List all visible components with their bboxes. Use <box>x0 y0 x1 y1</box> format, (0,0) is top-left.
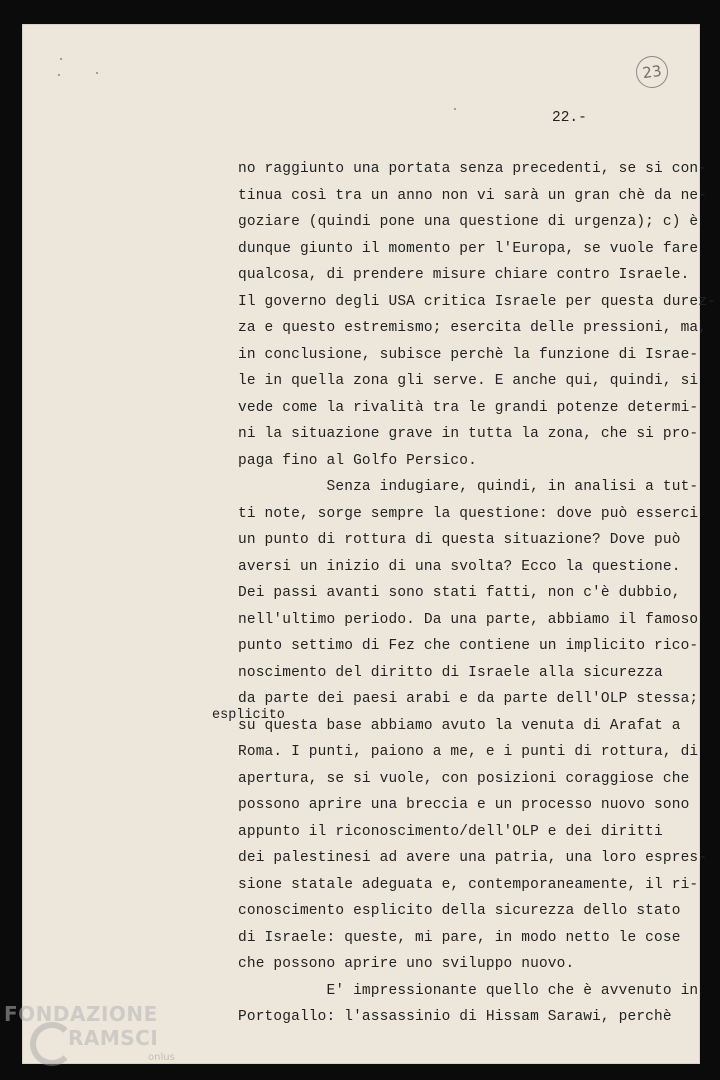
text-line: che possono aprire uno sviluppo nuovo. <box>238 956 575 972</box>
text-line: in conclusione, subisce perchè la funzione di Israe- <box>238 346 699 363</box>
text-line: appunto il riconoscimento/dell'OLP e dei diritti <box>238 823 663 840</box>
text-line: di Israele: queste, mi pare, in modo netto le cose <box>238 929 681 946</box>
page-number: 22.- <box>552 110 587 126</box>
text-line: dei palestinesi ad avere una patria, una loro espres- <box>238 850 708 866</box>
text-line: E' impressionante quello che è avvenuto in <box>238 982 699 999</box>
watermark-suffix: onlus <box>148 1052 175 1063</box>
text-line: Roma. I punti, paiono a me, e i punti di rottura, di <box>238 744 699 760</box>
paper-speck <box>96 72 98 74</box>
document-body <box>238 156 716 1031</box>
paper-speck <box>454 108 456 110</box>
text-line: no raggiunto una portata senza precedenti, se si con- <box>238 161 708 177</box>
interlinear-insert: esplicito <box>212 708 285 723</box>
document-page <box>22 24 716 1064</box>
watermark-text-line1: FONDAZIONE <box>4 1002 158 1026</box>
text-line: dunque giunto il momento per l'Europa, se vuole fare <box>238 240 699 257</box>
text-line: Il governo degli USA critica Israele per questa durez- <box>238 293 716 310</box>
text-line: punto settimo di Fez che contiene un implicito rico- <box>238 638 699 654</box>
watermark-text-line2: RAMSCI <box>68 1026 159 1050</box>
text-line: Senza indugiare, quindi, in analisi a tut- <box>238 479 699 495</box>
text-line: sione statale adeguata e, contemporaneamente, il ri- <box>238 876 699 893</box>
text-line: un punto di rottura di questa situazione? Dove può <box>238 532 681 548</box>
text-line: aversi un inizio di una svolta? Ecco la questione. <box>238 558 681 575</box>
paper-speck <box>60 58 62 60</box>
text-line: su questa base abbiamo avuto la venuta di Arafat a <box>238 717 681 734</box>
text-line: noscimento del diritto di Israele alla sicurezza <box>238 664 663 681</box>
text-line: Portogallo: l'assassinio di Hissam Sarawi, perchè <box>238 1009 672 1025</box>
text-line: paga fino al Golfo Persico. <box>238 452 477 469</box>
archive-watermark-logo <box>4 1000 194 1078</box>
paper-speck <box>58 74 60 76</box>
text-line: nell'ultimo periodo. Da una parte, abbiamo il famoso <box>238 611 699 628</box>
archive-stamp: 23 <box>634 54 670 90</box>
text-line: ti note, sorge sempre la questione: dove può esserci <box>238 505 699 522</box>
text-line: za e questo estremismo; esercita delle pressioni, ma, <box>238 320 708 336</box>
text-line: goziare (quindi pone una questione di urgenza); c) è <box>238 214 699 230</box>
text-line: da parte dei paesi arabi e da parte dell'OLP stessa; <box>238 691 699 707</box>
text-line: tinua così tra un anno non vi sarà un gran chè da ne- <box>238 187 708 204</box>
text-line: le in quella zona gli serve. E anche qui, quindi, si <box>238 373 699 389</box>
text-line: vede come la rivalità tra le grandi potenze determi- <box>238 399 699 416</box>
text-line: Dei passi avanti sono stati fatti, non c'è dubbio, <box>238 585 681 601</box>
text-line: ni la situazione grave in tutta la zona, che si pro- <box>238 426 699 442</box>
text-line: possono aprire una breccia e un processo nuovo sono <box>238 797 690 813</box>
text-line: apertura, se si vuole, con posizioni coraggiose che <box>238 770 690 787</box>
text-line: qualcosa, di prendere misure chiare contro Israele. <box>238 267 690 283</box>
text-line: conoscimento esplicito della sicurezza dello stato <box>238 903 681 919</box>
